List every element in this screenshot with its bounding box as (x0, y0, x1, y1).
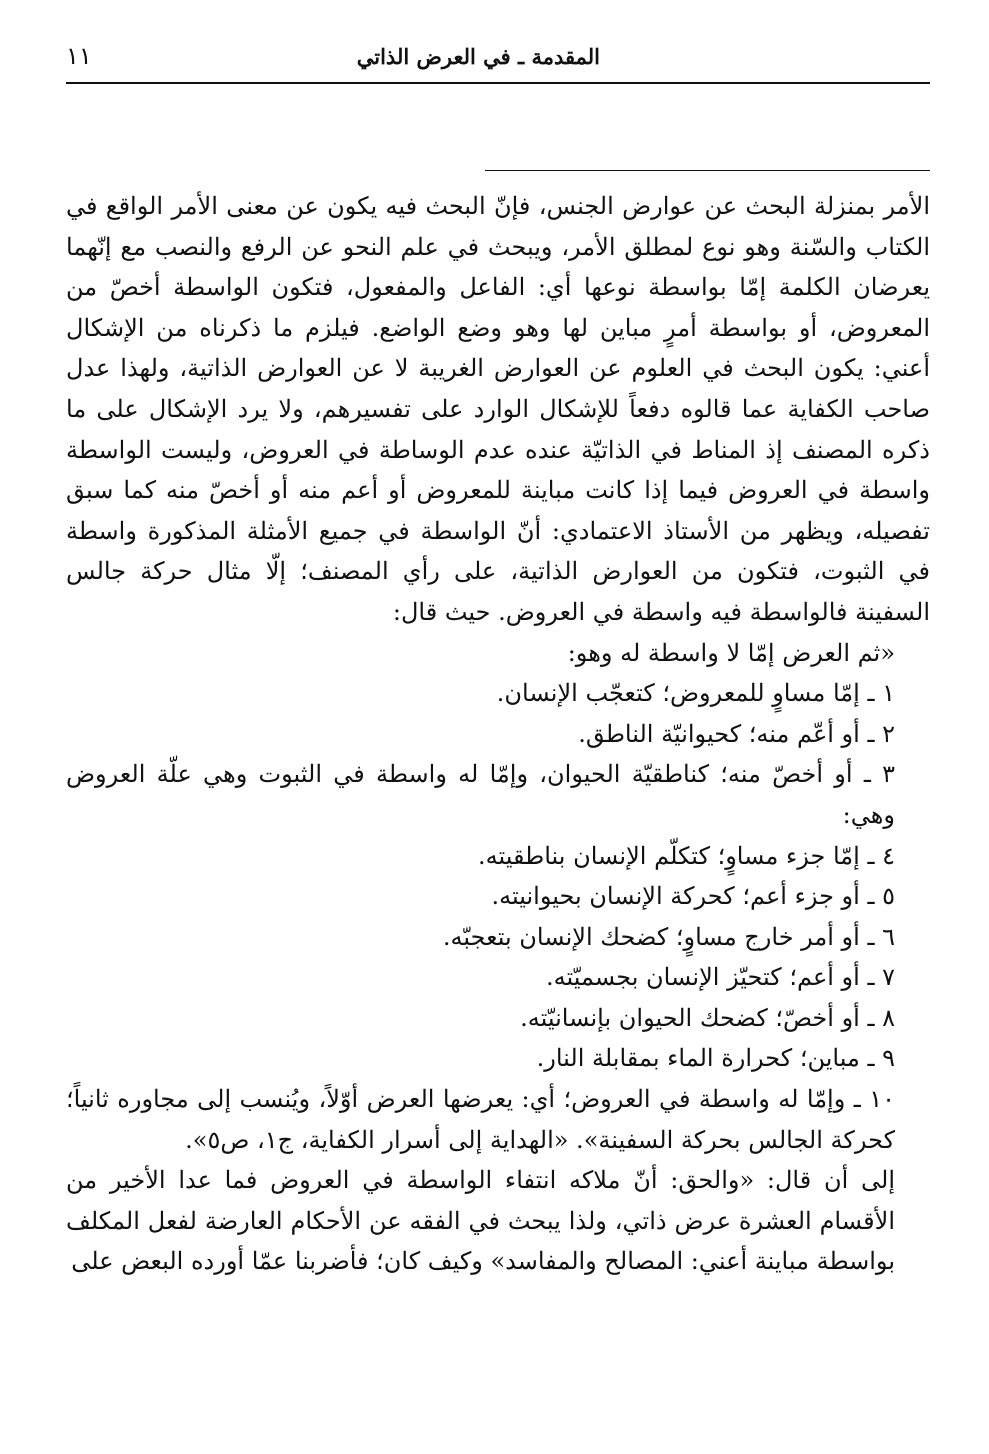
list-item-7: ٧ ـ أو أعم؛ كتحيّز الإنسان بجسميّته. (545, 963, 895, 992)
list-item-9: ٩ ـ مباين؛ كحرارة الماء بمقابلة النار. (536, 1044, 895, 1073)
paragraph: إلى أن قال: «والحق: أنّ ملاكه انتفاء الواسطة في العروض فما عدا الأخير من الأقسام العشرة عرض ذاتي، ولذا يبحث في الفقه عن الأحكام العارضة لفعل المكلف بواسطة مباينة أعني: المصالح والمفاسد» وكيف كان؛ فأضربنا عمّا أورده البعض على (66, 1166, 895, 1276)
page-number: ١١ (66, 42, 92, 70)
quote-intro: «ثم العرض إمّا لا واسطة له وهو: (567, 638, 895, 667)
paragraph: الأمر بمنزلة البحث عن عوارض الجنس، فإنّ البحث فيه يكون عن معنى الأمر الواقع في الكتاب والسّنة وهو نوع لمطلق الأمر، ويبحث في علم النحو عن الرفع والنصب مع إنّهما يعرضان الكلمة إمّا بواسطة نوعها أي: الفاعل والمفعول، فتكون الواسطة أخصّ من المعروض، أو بواسطة أمرٍ مباين لها وهو وضع الواضع. فيلزم ما ذكرناه من الإشكال أعني: يكون البحث في العلوم عن العوارض الغريبة لا عن العوارض الذاتية، ولهذا عدل صاحب الكفاية عما قالوه دفعاً للإشكال الوارد على تفسيرهم، ولا يرد الإشكال على ما ذكره المصنف إذ المناط في الذاتيّة عنده عدم الوساطة في العروض، وليست الواسطة واسطة في العروض فيما إذا كانت مباينة للمعروض أو أعم منه أو أخصّ منه كما سبق تفصيله، ويظهر من الأستاذ الاعتمادي: أنّ الواسطة في جميع الأمثلة المذكورة واسطة في الثبوت، فتكون من العوارض الذاتية، على رأي المصنف؛ إلّا مثال حركة جالس السفينة فالواسطة فيه واسطة في العروض. حيث قال: (66, 192, 931, 626)
footnote-body (66, 186, 930, 1282)
header-rule (66, 82, 930, 84)
list-item-1: ١ ـ إمّا مساوٍ للمعروض؛ كتعجّب الإنسان. (496, 679, 895, 708)
list-item-8: ٨ ـ أو أخصّ؛ كضحك الحيوان بإنسانيّته. (520, 1003, 895, 1032)
list-item-4: ٤ ـ إمّا جزء مساوٍ؛ كتكلّم الإنسان بناطقيته. (478, 841, 895, 870)
list-item-10: ١٠ ـ وإمّا له واسطة في العروض؛ أي: يعرضها العرض أوّلاً، ويُنسب إلى مجاوره ثانياً؛ كحركة الجالس بحركة السفينة». «الهداية إلى أسرار الكفاية، ج١، ص٥». (66, 1085, 895, 1154)
running-header (66, 38, 930, 82)
footnote-separator-rule (485, 170, 930, 171)
list-item-3: ٣ ـ أو أخصّ منه؛ كناطقيّة الحيوان، وإمّا له واسطة في الثبوت وهي علّة العروض وهي: (66, 760, 895, 829)
list-item-5: ٥ ـ أو جزء أعم؛ كحركة الإنسان بحيوانيته. (491, 882, 895, 911)
header-title: المقدمة ـ في العرض الذاتي (356, 44, 600, 69)
list-item-2: ٢ ـ أو أعّم منه؛ كحيوانيّة الناطق. (578, 719, 895, 748)
list-item-6: ٦ ـ أو أمر خارج مساوٍ؛ كضحك الإنسان بتعجبّه. (442, 922, 895, 951)
